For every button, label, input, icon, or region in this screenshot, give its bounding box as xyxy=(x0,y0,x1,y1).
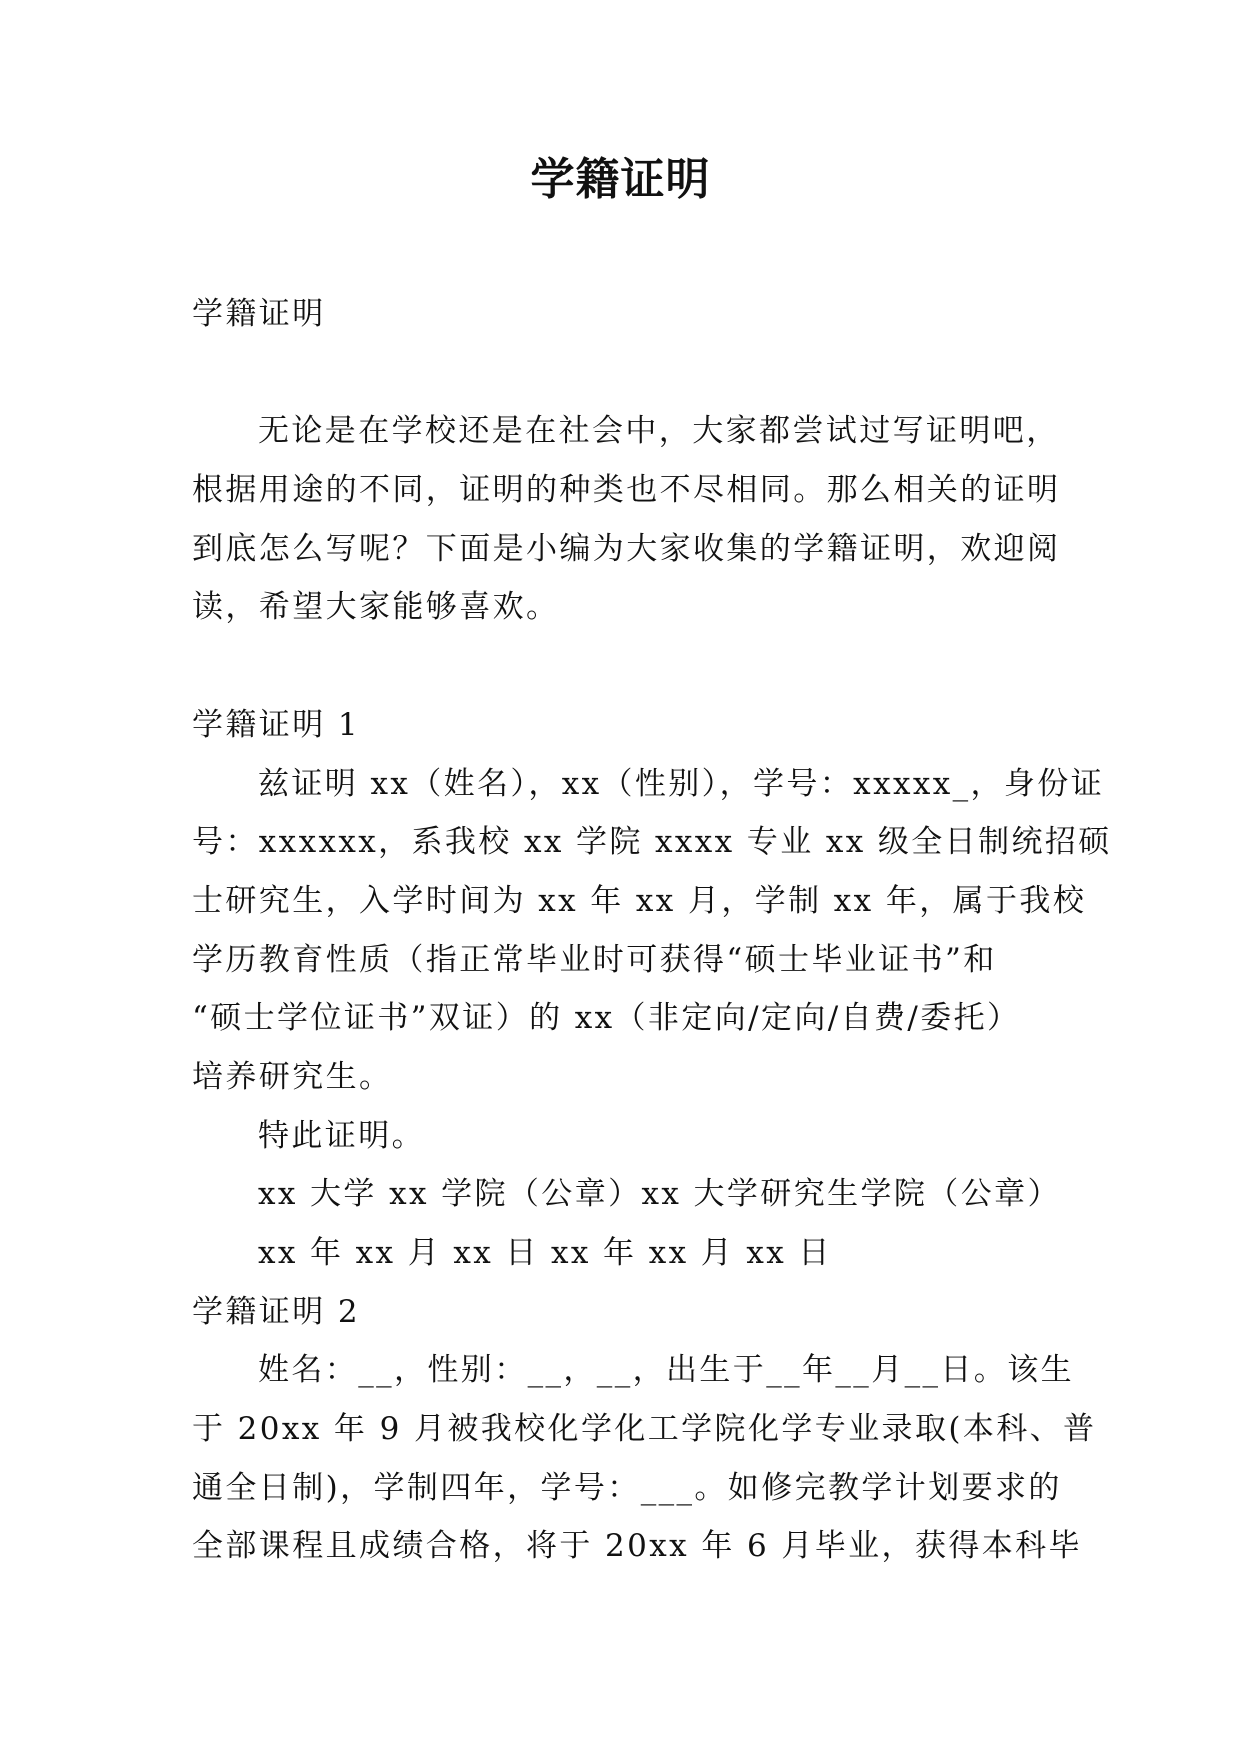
section-2 xyxy=(192,1283,1097,1576)
section-1-heading: 学籍证明 1 xyxy=(192,706,360,743)
section-1-closing: 特此证明。 xyxy=(258,1117,425,1154)
subtitle: 学籍证明 xyxy=(192,296,326,332)
intro-line: 读，希望大家能够喜欢。 xyxy=(192,589,560,626)
document-title: 学籍证明 xyxy=(530,154,711,205)
intro-line: 根据用途的不同，证明的种类也不尽相同。那么相关的证明 xyxy=(192,472,1061,509)
section-2-line: 全部课程且成绩合格，将于 20xx 年 6 月毕业，获得本科毕 xyxy=(192,1528,1082,1565)
section-1-line: 培养研究生。 xyxy=(192,1058,393,1095)
section-1 xyxy=(192,696,1112,1283)
section-2-line: 姓名：__，性别：__，__，出生于__年__月__日。该生 xyxy=(258,1352,1074,1389)
section-1-line: 兹证明 xx（姓名），xx（性别），学号：xxxxx_，身份证 xyxy=(258,765,1105,802)
section-1-line: 学历教育性质（指正常毕业时可获得“硕士毕业证书”和 xyxy=(192,941,997,978)
spacer xyxy=(192,637,1058,696)
section-1-date: xx 年 xx 月 xx 日 xx 年 xx 月 xx 日 xyxy=(258,1235,832,1271)
section-2-line: 于 20xx 年 9 月被我校化学化工学院化学专业录取(本科、普 xyxy=(192,1411,1097,1448)
section-2-heading: 学籍证明 2 xyxy=(192,1293,360,1330)
section-2-line: 通全日制)，学制四年，学号：___。如修完教学计划要求的 xyxy=(192,1469,1062,1506)
section-1-signature: xx 大学 xx 学院（公章）xx 大学研究生学院（公章） xyxy=(258,1176,1061,1213)
section-1-line: 士研究生，入学时间为 xx 年 xx 月，学制 xx 年，属于我校 xyxy=(192,882,1087,919)
section-1-line: 号：xxxxxx，系我校 xx 学院 xxxx 专业 xx 级全日制统招硕 xyxy=(192,824,1112,861)
document-body xyxy=(192,285,1112,1576)
section-1-line: “硕士学位证书”双证）的 xx（非定向/定向/自费/委托） xyxy=(192,1000,1021,1037)
spacer xyxy=(192,344,1058,403)
intro-paragraph xyxy=(192,402,1061,637)
intro-line: 到底怎么写呢？下面是小编为大家收集的学籍证明，欢迎阅 xyxy=(192,530,1061,567)
intro-line: 无论是在学校还是在社会中，大家都尝试过写证明吧， xyxy=(258,413,1060,450)
